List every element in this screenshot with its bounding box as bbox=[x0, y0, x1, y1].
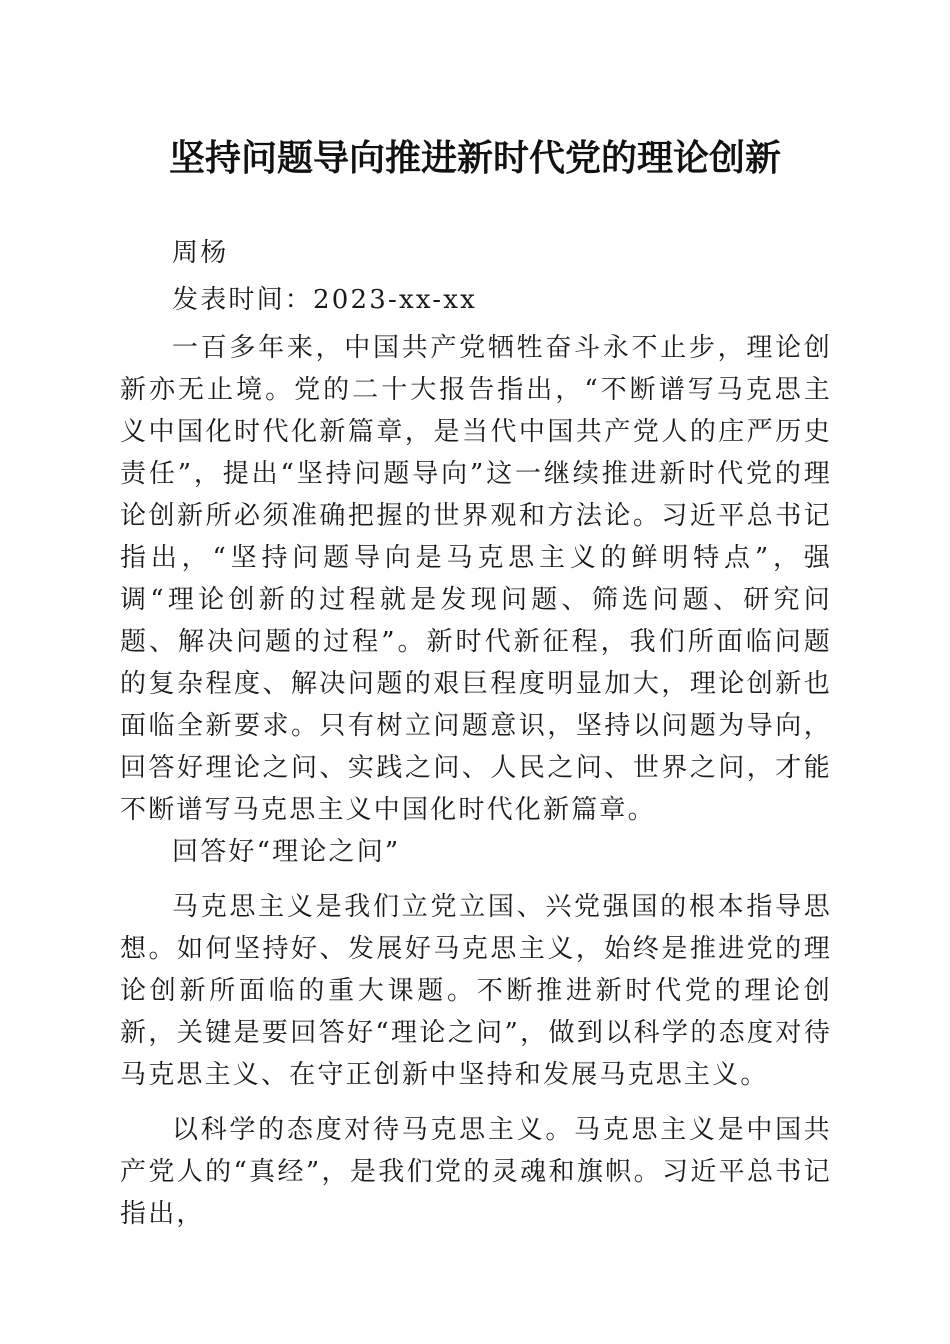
publish-time-line: 发表时间：2023-xx-xx bbox=[172, 285, 477, 315]
paragraph: 以科学的态度对待马克思主义。马克思主义是中国共产党人的“真经”，是我们党的灵魂和旗帜。习近平总书记指出， bbox=[120, 1115, 832, 1229]
paragraph: 一百多年来，中国共产党牺牲奋斗永不止步，理论创新亦无止境。党的二十大报告指出，“不断谱写马克思主义中国化时代化新篇章，是当代中国共产党人的庄严历史责任”，提出“坚持问题导向”这一继续推进新时代党的理论创新所必须准确把握的世界观和方法论。习近平总书记指出，“坚持问题导向是马克思主义的鲜明特点”，强调“理论创新的过程就是发现问题、筛选问题、研究问题、解决问题的过程”。新时代新征程，我们所面临问题的复杂程度、解决问题的艰巨程度明显加大，理论创新也面临全新要求。只有树立问题意识，坚持以问题为导向，回答好理论之问、实践之问、人民之问、世界之问，才能不断谱写马克思主义中国化时代化新篇章。 bbox=[120, 333, 832, 825]
document-title: 坚持问题导向推进新时代党的理论创新 bbox=[168, 137, 781, 179]
paragraph: 马克思主义是我们立党立国、兴党强国的根本指导思想。如何坚持好、发展好马克思主义，始终是推进党的理论创新所面临的重大课题。不断推进新时代党的理论创新，关键是要回答好“理论之问”，做到以科学的态度对待马克思主义、在守正创新中坚持和发展马克思主义。 bbox=[120, 892, 832, 1090]
author-line: 周杨 bbox=[172, 238, 229, 268]
section-heading: 回答好“理论之问” bbox=[172, 837, 401, 867]
document-body bbox=[120, 232, 832, 1235]
